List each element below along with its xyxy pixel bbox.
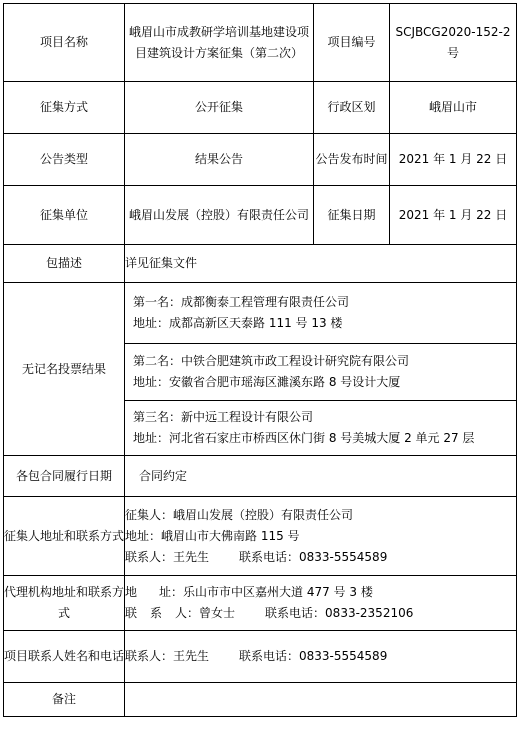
row-remark [4, 683, 517, 717]
vote-result-item [125, 343, 516, 400]
agency-contact-mid: 系 [150, 606, 163, 620]
vote-results-list [125, 283, 516, 455]
remark-label: 备注 [4, 683, 125, 717]
agency-contact-key: 联 [125, 606, 138, 620]
vote-rank-1: 第一名：成都衡泰工程管理有限责任公司 [133, 294, 350, 309]
vote-result-item [125, 400, 516, 455]
row-unit [4, 186, 517, 245]
publish-time-value: 2021 年 1 月 22 日 [390, 134, 517, 186]
project-name-value: 峨眉山市成教研学培训基地建设项目建筑设计方案征集（第二次） [125, 4, 314, 82]
project-name-label: 项目名称 [4, 4, 125, 82]
package-value: 详见征集文件 [125, 245, 517, 283]
row-method [4, 82, 517, 134]
project-no-value: SCJBCG2020-152-2 号 [390, 4, 517, 82]
pm-info [125, 631, 517, 683]
region-label: 行政区划 [314, 82, 390, 134]
date-label: 征集日期 [314, 186, 390, 245]
contract-label: 各包合同履行日期 [4, 456, 125, 497]
buyer-info [125, 497, 517, 576]
vote-label: 无记名投票结果 [4, 283, 125, 456]
unit-value: 峨眉山发展（控股）有限责任公司 [125, 186, 314, 245]
notice-type-label: 公告类型 [4, 134, 125, 186]
row-vote-results [4, 283, 517, 456]
project-no-label: 项目编号 [314, 4, 390, 82]
package-label: 包描述 [4, 245, 125, 283]
row-project-name [4, 4, 517, 82]
buyer-contact: 联系人：王先生 [125, 549, 210, 564]
vote-result-item [125, 283, 516, 343]
method-label: 征集方式 [4, 82, 125, 134]
vote-results-cell [125, 283, 517, 456]
agency-address-line [125, 582, 516, 603]
buyer-contact-line [125, 547, 516, 568]
vote-address-3: 地址：河北省石家庄市桥西区休门街 8 号美城大厦 2 单元 27 层 [133, 430, 475, 445]
buyer-name: 征集人：峨眉山发展（控股）有限责任公司 [125, 507, 354, 522]
vote-address-1: 地址：成都高新区天泰路 111 号 13 楼 [133, 315, 343, 330]
contract-value: 合同约定 [125, 456, 517, 497]
vote-rank-3: 第三名：新中远工程设计有限公司 [133, 409, 314, 424]
publish-time-label: 公告发布时间 [314, 134, 390, 186]
agency-address: 址：乐山市市中区嘉州大道 477 号 3 楼 [159, 585, 373, 599]
buyer-address: 地址：峨眉山市大佛南路 115 号 [125, 528, 300, 543]
agency-info [125, 576, 517, 631]
agency-contact: 人：曾女士 [175, 606, 236, 620]
remark-value [125, 683, 517, 717]
agency-address-key: 地 [125, 585, 138, 599]
row-agency [4, 576, 517, 631]
pm-contact: 联系人：王先生 [125, 649, 210, 663]
buyer-phone: 联系电话：0833-5554589 [239, 549, 388, 564]
row-buyer [4, 497, 517, 576]
pm-phone: 联系电话：0833-5554589 [239, 649, 388, 663]
region-value: 峨眉山市 [390, 82, 517, 134]
row-project-contact [4, 631, 517, 683]
row-package [4, 245, 517, 283]
agency-label: 代理机构地址和联系方式 [4, 576, 125, 631]
notice-type-value: 结果公告 [125, 134, 314, 186]
agency-phone: 联系电话：0833-2352106 [265, 606, 414, 620]
row-notice-type [4, 134, 517, 186]
pm-label: 项目联系人姓名和电话 [4, 631, 125, 683]
announcement-table [3, 3, 517, 717]
vote-rank-2: 第二名：中铁合肥建筑市政工程设计研究院有限公司 [133, 353, 410, 368]
date-value: 2021 年 1 月 22 日 [390, 186, 517, 245]
method-value: 公开征集 [125, 82, 314, 134]
row-contract [4, 456, 517, 497]
agency-contact-line [125, 603, 516, 624]
vote-address-2: 地址：安徽省合肥市瑶海区濉溪东路 8 号设计大厦 [133, 374, 401, 389]
buyer-label: 征集人地址和联系方式 [4, 497, 125, 576]
unit-label: 征集单位 [4, 186, 125, 245]
